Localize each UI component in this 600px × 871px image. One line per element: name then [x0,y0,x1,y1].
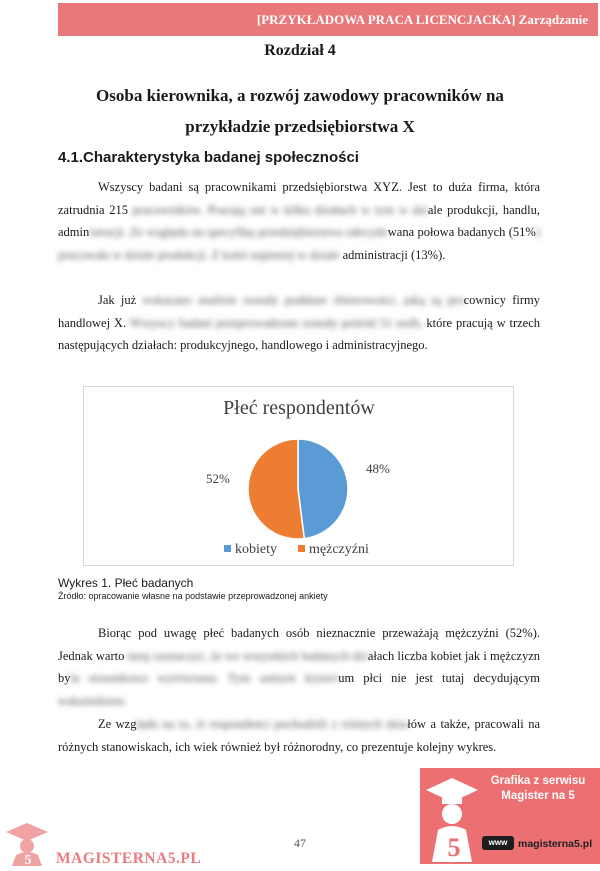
page-number: 47 [294,836,306,850]
blurred-text: pracowników. Pracują oni w kilku działach w tym w dzi [132,202,428,217]
running-header [58,3,598,36]
paragraph-1 [58,176,540,266]
text: Wszyscy badani są pracownikami przedsiębiorstwa XYZ. Jest to duża firma, która zatrudnia 215 [58,180,540,217]
legend-swatch-kobiety [224,545,231,552]
legend [224,542,369,557]
paragraph-3 [58,622,540,712]
www-badge: www [482,836,514,850]
legend-swatch-mezczyzni [298,545,305,552]
blurred-text: lędu na to, iż respondenci pochodzili z różnych dzia [136,717,408,731]
pie-slice-kobiety [298,439,348,539]
graduate-icon [424,776,480,862]
text: ałach liczba kobiet jak i mężczyzn by [58,648,540,686]
blurred-text: ła stosunkowo wyrównana. Tym samym kryteri [70,671,339,686]
section-heading: 4.1.Charakterystyka badanej społeczności [58,149,359,166]
running-header-text: [PRZYKŁADOWA PRACA LICENCJACKA] Zarządzanie [256,12,588,27]
figure-source: Źródło: opracowanie własne na podstawie przeprowadzonej ankiety [58,591,328,601]
data-label-kobiety: 48% [366,461,390,476]
text: ale produkcji, handlu, admin [58,202,540,240]
text: Jak już [98,293,143,307]
blurred-text: tutaj zaznaczyć, że we wszystkich badanych dzi [127,648,368,663]
blurred-text: ) pracowała w dziale produkcji. Z kolei najmniej w dziale [58,225,540,262]
promo-line-1: Grafika z serwisu [490,775,586,787]
text: um płci nie jest tutaj decydującym [338,671,540,686]
pie-slices [248,439,348,539]
paragraph-4 [58,713,540,758]
pie-chart-svg [84,387,513,565]
blurred-text: Wszyscy badani przeprowadzone zostały pośród 51 osób, [129,315,423,330]
promo-badge [420,768,600,864]
text: cownicy firmy handlowej X. [58,293,540,330]
data-label-mezczyzni: 52% [206,471,230,486]
blurred-text: wskaźnikiem. [58,693,128,708]
promo-line-2: Magister na 5 [501,790,575,802]
paragraph-2 [58,289,540,357]
figure-caption: Wykres 1. Płeć badanych [58,576,194,590]
chapter-title: Osoba kierownika, a rozwój zawodowy pracowników na przykładzie przedsiębiorstwa X [96,86,504,136]
legend-label-kobiety: kobiety [235,542,277,557]
chapter-label: Rozdział 4 [264,42,336,59]
promo-url[interactable]: magisterna5.pl [518,838,593,850]
text: Biorąc pod uwagę płeć badanych osób nieznacznie przeważają mężczyźni (52%). Jednak warto [58,626,540,663]
promo-title [478,774,598,804]
footer-logo-icon [4,822,50,866]
pie-slice-mezczyzni [248,439,304,539]
promo-logo-digit: 5 [447,833,461,862]
footer-logo-digit: 5 [24,853,32,866]
blurred-text: wskazano analizie zostały poddane zbiorowości, jaką są pra [142,293,464,307]
text: Ze wzg [98,717,137,731]
text: wana połowa badanych (51% [387,225,536,240]
legend-label-mezczyzni: mężczyźni [309,542,369,557]
pie-chart [83,386,514,566]
text: łów a także, pracowali na różnych stanowiskach, ich wiek również był różnorodny, co prezentuje kolejny wykres. [58,717,540,754]
text: które pracują w trzech następujących działach: produkcyjnego, handlowego i administracyjnego. [58,315,540,353]
footer-brand: MAGISTERNA5.PL [56,850,202,867]
blurred-text: istracji. Ze względu na specyfikę przedsiębiorstwa zdecydo [89,225,388,240]
text: administracji (13%). [342,247,446,262]
chart-title: Płeć respondentów [223,397,375,419]
